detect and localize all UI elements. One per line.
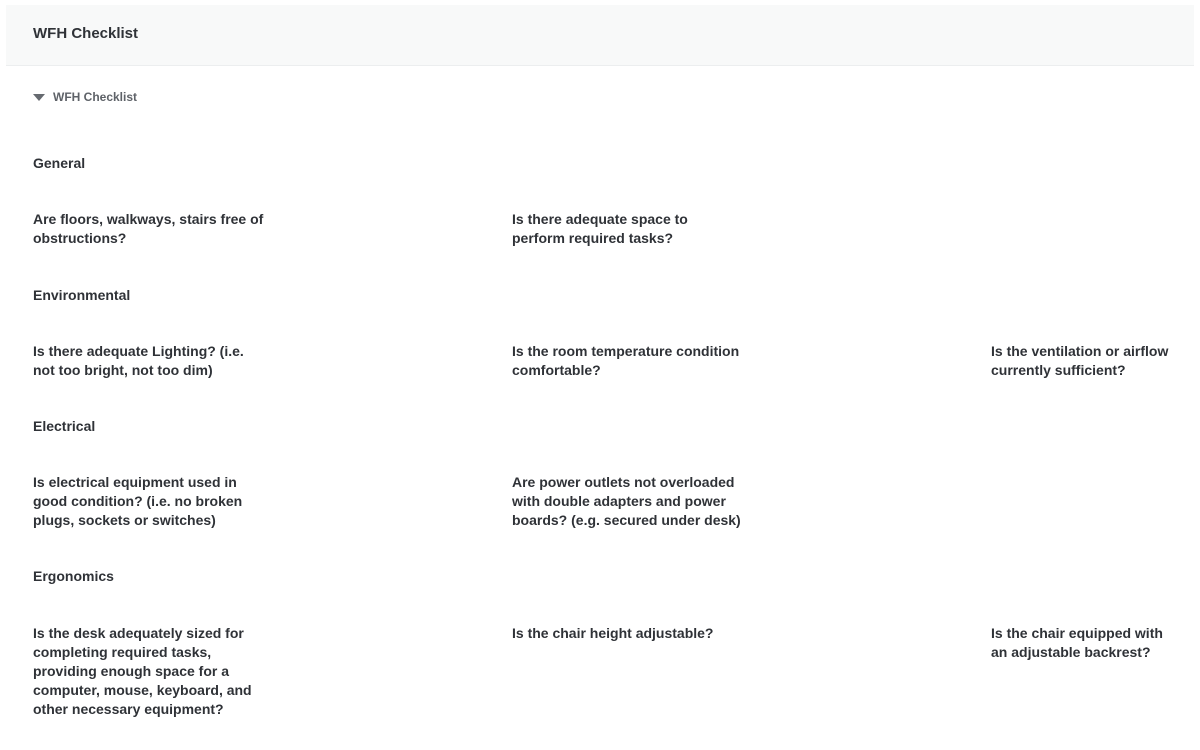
question-temperature: Is the room temperature condition comfortable? bbox=[512, 343, 740, 378]
question-chair-backrest: Is the chair equipped with an adjustable backrest? bbox=[991, 625, 1163, 660]
question-space: Is there adequate space to perform required tasks? bbox=[512, 211, 688, 246]
question-power-outlets: Are power outlets not overloaded with double adapters and power boards? (e.g. secured under desk) bbox=[512, 474, 741, 528]
group-title-general: General bbox=[33, 155, 86, 171]
question-chair-height: Is the chair height adjustable? bbox=[512, 625, 714, 641]
group-title-environmental: Environmental bbox=[33, 287, 131, 303]
page-header bbox=[6, 5, 1194, 66]
section-toggle[interactable] bbox=[33, 90, 137, 104]
question-desk-size: Is the desk adequately sized for completing required tasks, providing enough space for a computer, mouse, keyboard, and other necessary equipment? bbox=[33, 625, 252, 717]
question-electrical-equipment: Is electrical equipment used in good condition? (i.e. no broken plugs, sockets or switches) bbox=[33, 474, 243, 528]
question-floors: Are floors, walkways, stairs free of obstructions? bbox=[33, 211, 264, 246]
question-ventilation: Is the ventilation or airflow currently sufficient? bbox=[991, 343, 1169, 378]
page-title: WFH Checklist bbox=[33, 25, 139, 42]
caret-down-icon[interactable] bbox=[33, 94, 45, 101]
question-lighting: Is there adequate Lighting? (i.e. not too bright, not too dim) bbox=[33, 343, 244, 378]
group-title-electrical: Electrical bbox=[33, 418, 96, 434]
section-toggle-label[interactable]: WFH Checklist bbox=[53, 90, 138, 104]
group-title-ergonomics: Ergonomics bbox=[33, 568, 114, 584]
